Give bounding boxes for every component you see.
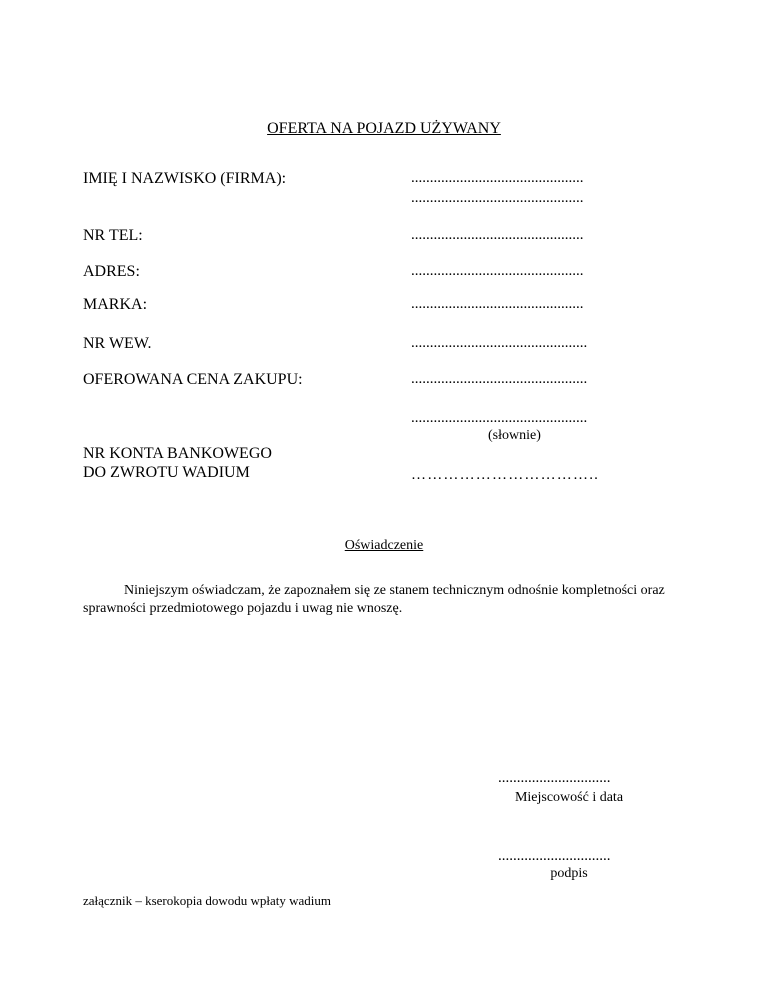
name-field-line-2[interactable]: .............................................. — [411, 190, 584, 206]
address-field[interactable]: .............................................. — [411, 263, 584, 279]
signature-field[interactable]: .............................. — [498, 848, 611, 864]
in-words-caption: (słownie) — [488, 428, 541, 443]
make-field[interactable]: .............................................. — [411, 296, 584, 312]
offered-price-label: OFEROWANA CENA ZAKUPU: — [83, 371, 303, 388]
place-date-caption: Miejscowość i data — [514, 790, 624, 805]
make-label: MARKA: — [83, 296, 148, 313]
attachment-note: załącznik – kserokopia dowodu wpłaty wadium — [83, 893, 332, 908]
internal-number-label: NR WEW. — [83, 335, 152, 352]
bank-account-field[interactable]: …………………………….. — [411, 467, 600, 483]
name-label: IMIĘ I NAZWISKO (FIRMA): — [83, 170, 287, 187]
signature-caption: podpis — [550, 866, 588, 881]
price-in-words-field[interactable]: ............................................... — [411, 410, 588, 426]
offered-price-field[interactable]: ............................................... — [411, 371, 588, 387]
bank-account-label-line-2: DO ZWROTU WADIUM — [83, 464, 250, 481]
phone-label: NR TEL: — [83, 227, 143, 244]
statement-text: Niniejszym oświadczam, że zapoznałem się ze stanem technicznym odnośnie kompletności oraz sprawności przedmiotowego pojazdu i uwag nie wnoszę. — [83, 583, 665, 616]
name-field-line-1[interactable]: .............................................. — [411, 170, 584, 186]
statement-heading: Oświadczenie — [344, 538, 424, 553]
bank-account-label-line-1: NR KONTA BANKOWEGO — [83, 445, 272, 462]
address-label: ADRES: — [83, 263, 140, 280]
place-date-field[interactable]: .............................. — [498, 770, 611, 786]
statement-paragraph — [83, 582, 693, 618]
page-title: OFERTA NA POJAZD UŻYWANY — [267, 120, 501, 137]
internal-number-field[interactable]: ............................................... — [411, 335, 588, 351]
phone-field[interactable]: .............................................. — [411, 227, 584, 243]
